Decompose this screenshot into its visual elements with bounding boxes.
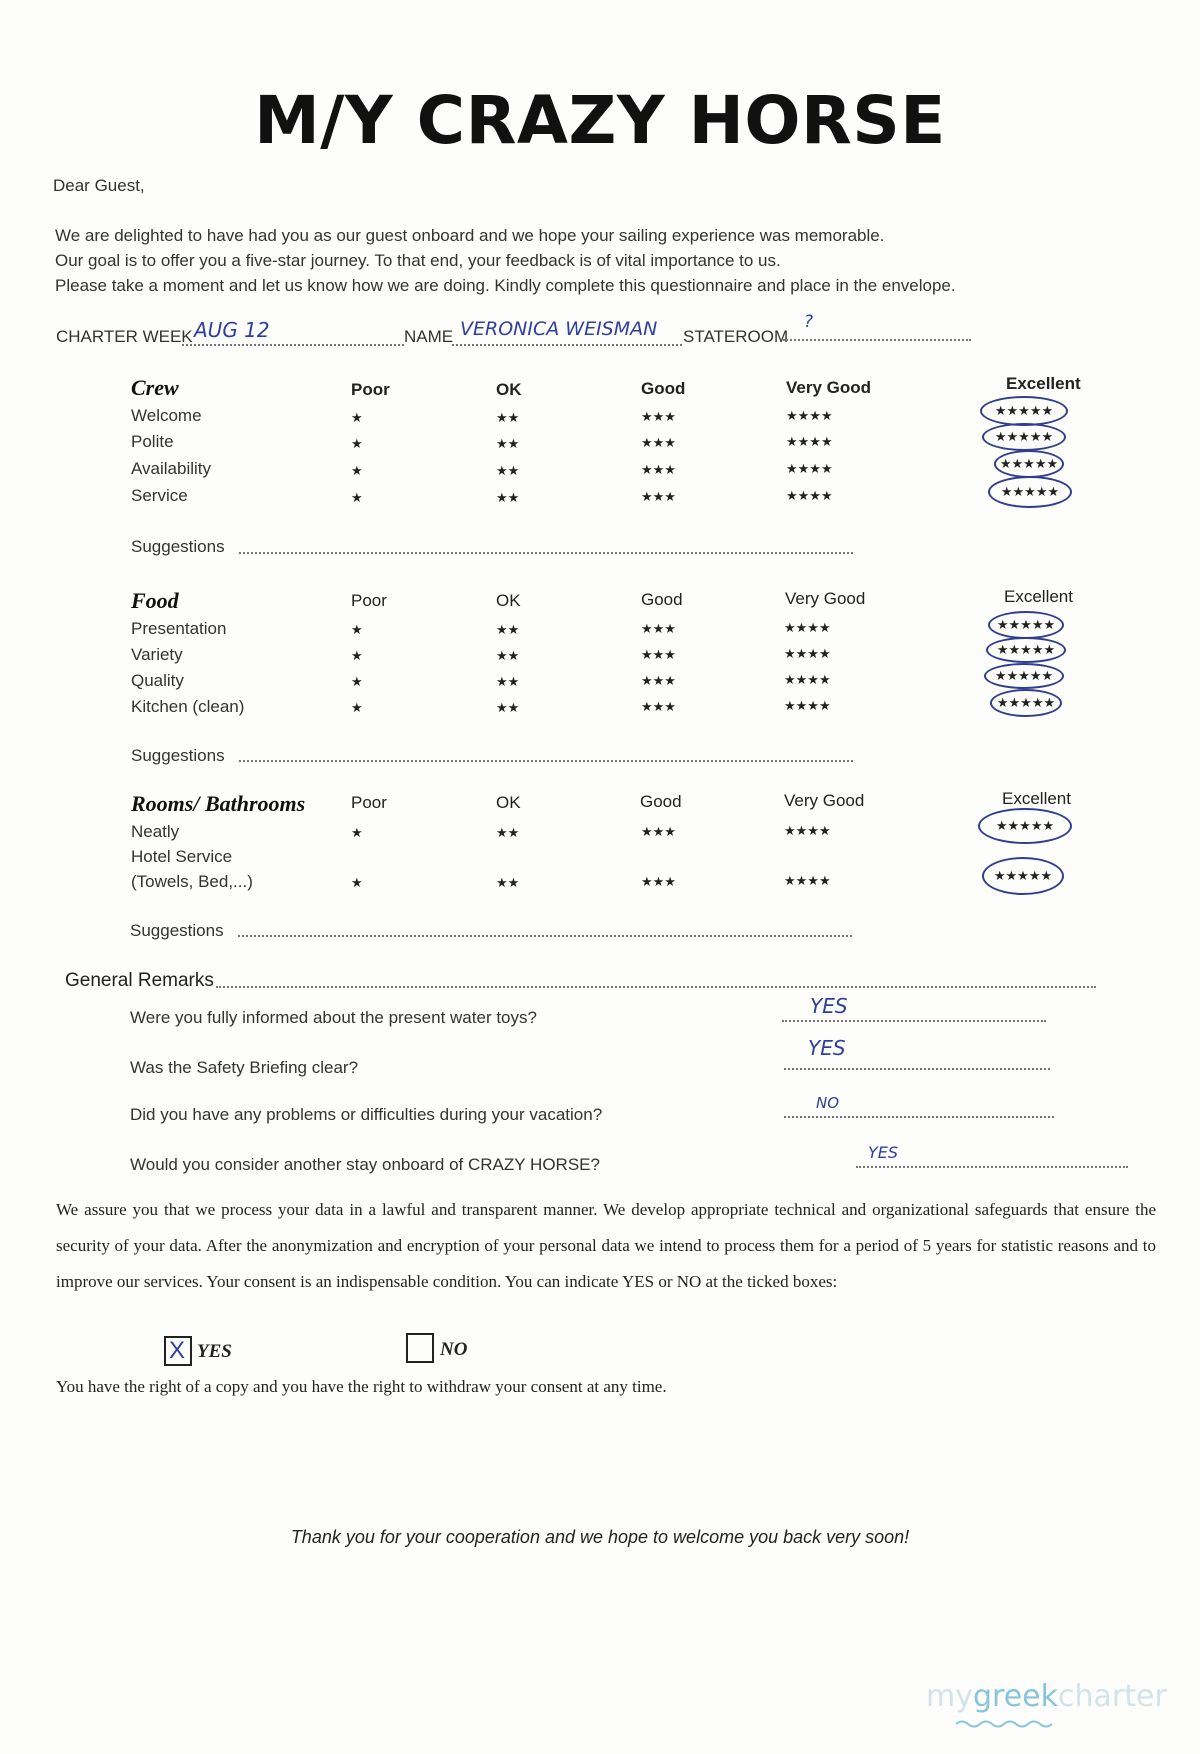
rating-header-poor: Poor (351, 793, 387, 812)
question-text: Were you fully informed about the present water toys? (130, 1008, 537, 1027)
general-remarks-field[interactable] (216, 986, 1096, 988)
rating-option-very-good[interactable]: ★★★★ (784, 672, 831, 687)
rating-option-excellent-selected[interactable] (988, 611, 1064, 639)
rating-option-excellent-selected[interactable] (984, 663, 1064, 689)
rating-option-ok[interactable]: ★★ (496, 825, 520, 840)
watermark-left: my (926, 1679, 973, 1714)
consent-yes-checkbox[interactable] (164, 1336, 192, 1366)
answer-value[interactable]: YES (868, 1143, 899, 1162)
intro-paragraph (55, 223, 956, 298)
food-suggestions-label: Suggestions (131, 746, 225, 765)
rating-option-poor[interactable]: ★ (351, 700, 363, 715)
rating-option-excellent-selected[interactable] (994, 450, 1064, 478)
question-text: Did you have any problems or difficulties during your vacation? (130, 1105, 603, 1124)
rating-option-good[interactable]: ★★★ (641, 874, 676, 889)
stars-excellent: ★★★★★ (994, 668, 1054, 683)
charter-week-label: CHARTER WEEK (56, 327, 193, 346)
rating-header-excellent: Excellent (1002, 789, 1071, 808)
rating-header-very-good: Very Good (786, 378, 872, 397)
rating-header-good: Good (641, 379, 686, 398)
rating-option-good[interactable]: ★★★ (641, 673, 676, 688)
question-text: Was the Safety Briefing clear? (130, 1058, 359, 1077)
intro-line: We are delighted to have had you as our guest onboard and we hope your sailing experience was memorable. (55, 226, 885, 245)
stateroom-line (783, 339, 971, 341)
stars-excellent: ★★★★★ (1000, 484, 1060, 499)
stars-excellent: ★★★★★ (996, 642, 1056, 657)
rating-header-poor: Poor (351, 591, 387, 610)
stars-excellent: ★★★★★ (994, 403, 1054, 418)
rooms-title: Rooms/ Bathrooms (131, 791, 306, 816)
charter-week-value[interactable]: AUG 12 (194, 318, 270, 342)
answer-line (784, 1116, 1054, 1118)
food-title: Food (131, 588, 179, 613)
rating-header-poor: Poor (351, 380, 390, 399)
rating-option-ok[interactable]: ★★ (496, 700, 520, 715)
rating-option-good[interactable]: ★★★ (641, 409, 676, 424)
rooms-suggestions-label: Suggestions (130, 921, 224, 940)
rating-option-very-good[interactable]: ★★★★ (784, 620, 831, 635)
answer-line (784, 1068, 1050, 1070)
rating-option-ok[interactable]: ★★ (496, 436, 520, 451)
rooms-suggestions-field[interactable] (238, 935, 852, 937)
rating-option-ok[interactable]: ★★ (496, 490, 520, 505)
rating-option-very-good[interactable]: ★★★★ (786, 488, 833, 503)
charter-week-line (182, 344, 404, 346)
rating-option-ok[interactable]: ★★ (496, 648, 520, 663)
rating-option-very-good[interactable]: ★★★★ (786, 461, 833, 476)
rating-option-poor[interactable]: ★ (351, 490, 363, 505)
rating-option-ok[interactable]: ★★ (496, 875, 520, 890)
answer-line (782, 1020, 1046, 1022)
rating-header-ok: OK (496, 380, 522, 399)
rating-option-very-good[interactable]: ★★★★ (786, 434, 833, 449)
crew-suggestions-label: Suggestions (131, 537, 225, 556)
rating-option-poor[interactable]: ★ (351, 825, 363, 840)
stars-excellent: ★★★★★ (996, 695, 1056, 710)
row-label: Welcome (131, 406, 202, 425)
data-consent-text: We assure you that we process your data in a lawful and transparent manner. We develop appropriate technical and organizational safeguards that ensure the security of your data. After the anonymization and encryption of your personal data we intend to process them for a period of 5 years for statistic reasons and to improve our services. Your consent is an indispensable condition. You can indicate YES or NO at the ticked boxes: (56, 1200, 1156, 1291)
question-text: Would you consider another stay onboard of CRAZY HORSE? (130, 1155, 600, 1174)
rating-option-excellent-selected[interactable] (980, 396, 1068, 426)
rating-option-very-good[interactable]: ★★★★ (786, 408, 833, 423)
stars-excellent: ★★★★★ (996, 617, 1056, 632)
name-line (452, 344, 682, 346)
intro-line: Our goal is to offer you a five-star journey. To that end, your feedback is of vital importance to us. (55, 251, 781, 270)
stars-excellent: ★★★★★ (999, 456, 1059, 471)
rating-option-ok[interactable]: ★★ (496, 463, 520, 478)
name-label: NAME (404, 327, 454, 346)
rating-option-ok[interactable]: ★★ (496, 674, 520, 689)
rating-option-excellent-selected[interactable] (986, 637, 1066, 663)
rating-header-ok: OK (496, 591, 521, 610)
watermark-logo (926, 1679, 1167, 1714)
watermark-right: charter (1058, 1679, 1167, 1714)
row-label: Service (131, 486, 188, 505)
stars-excellent: ★★★★★ (994, 429, 1054, 444)
row-label: Neatly (131, 822, 180, 841)
rating-option-good[interactable]: ★★★ (641, 489, 676, 504)
answer-line (856, 1166, 1128, 1168)
crew-title: Crew (131, 375, 179, 400)
food-suggestions-field[interactable] (239, 760, 853, 762)
wave-icon (956, 1719, 1056, 1729)
rating-header-excellent: Excellent (1006, 374, 1081, 393)
row-label: Hotel Service (131, 847, 233, 866)
rating-option-poor[interactable]: ★ (351, 875, 363, 890)
consent-no-checkbox[interactable] (406, 1333, 434, 1363)
row-label-sub: (Towels, Bed,...) (131, 872, 253, 891)
crew-suggestions-field[interactable] (239, 552, 853, 554)
rating-option-very-good[interactable]: ★★★★ (784, 823, 831, 838)
rating-option-good[interactable]: ★★★ (641, 435, 676, 450)
name-value[interactable]: VERONICA WEISMAN (460, 318, 658, 340)
row-label: Kitchen (clean) (131, 697, 245, 716)
page-title: M/Y CRAZY HORSE (254, 82, 946, 159)
rating-option-very-good[interactable]: ★★★★ (784, 646, 831, 661)
thank-you-note: Thank you for your cooperation and we hope to welcome you back very soon! (290, 1527, 910, 1547)
rating-option-good[interactable]: ★★★ (641, 647, 676, 662)
answer-value[interactable]: YES (810, 994, 848, 1018)
answer-value[interactable]: NO (816, 1094, 840, 1112)
rating-header-good: Good (641, 590, 683, 609)
consent-footer-text: You have the right of a copy and you have the right to withdraw your consent at any time. (56, 1377, 667, 1396)
stateroom-value[interactable]: ? (804, 312, 814, 332)
check-x-mark: X (169, 1337, 186, 1364)
consent-yes-label: YES (197, 1341, 232, 1362)
rating-option-excellent-selected[interactable] (982, 857, 1064, 895)
rating-header-good: Good (640, 792, 682, 811)
consent-no-label: NO (440, 1339, 468, 1360)
stars-excellent: ★★★★★ (993, 868, 1053, 883)
rating-header-very-good: Very Good (785, 589, 866, 608)
rating-option-poor[interactable]: ★ (351, 410, 363, 425)
rating-option-excellent-selected[interactable] (982, 423, 1066, 451)
row-label: Variety (131, 645, 183, 664)
intro-line: Please take a moment and let us know how we are doing. Kindly complete this questionnaire and place in the envelope. (55, 276, 956, 295)
rating-option-excellent-selected[interactable] (990, 689, 1062, 717)
rating-option-good[interactable]: ★★★ (641, 699, 676, 714)
rating-option-ok[interactable]: ★★ (496, 410, 520, 425)
rating-option-good[interactable]: ★★★ (641, 462, 676, 477)
row-label: Quality (131, 671, 184, 690)
row-label: Availability (131, 459, 212, 478)
rating-option-excellent-selected[interactable] (978, 808, 1072, 844)
rating-header-very-good: Very Good (784, 791, 865, 810)
watermark-mid: greek (972, 1679, 1058, 1714)
row-label: Presentation (131, 619, 227, 638)
rating-option-very-good[interactable]: ★★★★ (784, 698, 831, 713)
rating-option-ok[interactable]: ★★ (496, 622, 520, 637)
rating-option-poor[interactable]: ★ (351, 436, 363, 451)
general-remarks-label: General Remarks (65, 970, 214, 991)
rating-option-poor[interactable]: ★ (351, 622, 363, 637)
rating-option-excellent-selected[interactable] (988, 476, 1072, 508)
rating-option-good[interactable]: ★★★ (641, 621, 676, 636)
rating-option-poor[interactable]: ★ (351, 648, 363, 663)
answer-value[interactable]: YES (808, 1036, 846, 1060)
rating-header-excellent: Excellent (1004, 587, 1073, 606)
salutation: Dear Guest, (53, 176, 145, 195)
stateroom-label: STATEROOM (683, 327, 789, 346)
stars-excellent: ★★★★★ (995, 818, 1055, 833)
rating-header-ok: OK (496, 793, 521, 812)
rating-option-good[interactable]: ★★★ (641, 824, 676, 839)
rating-option-very-good[interactable]: ★★★★ (784, 873, 831, 888)
rating-option-poor[interactable]: ★ (351, 674, 363, 689)
row-label: Polite (131, 432, 174, 451)
rating-option-poor[interactable]: ★ (351, 463, 363, 478)
